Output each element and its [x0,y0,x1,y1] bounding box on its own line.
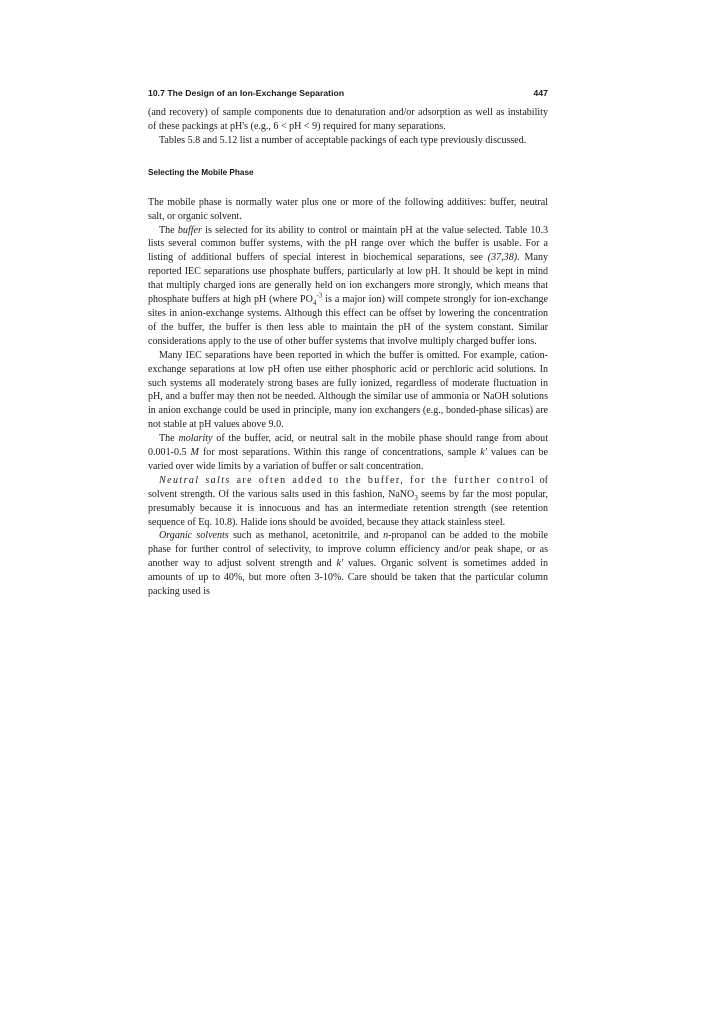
paragraph-tables: Tables 5.8 and 5.12 list a number of acceptable packings of each type previously discussed. [159,134,527,146]
term-buffer: buffer [177,224,202,236]
running-header [148,88,548,102]
term-neutral-salts: Neutral salts [159,474,231,486]
paragraph-organic-solvents: Organic solvents such as methanol, acetonitrile, and n-propanol can be added to the mobile phase for further control of selectivity, to improve column efficiency and/or peak shape, or as another way to adjust solvent strength and k' values. Organic solvent is sometimes added in amounts of up to 40%, but more often 3-10%. Care should be taken that the particular column packing used is [148,530,548,598]
page-number: 447 [533,88,548,98]
citation: (37,38) [487,252,518,264]
paragraph-molarity: The molarity of the buffer, acid, or neutral salt in the mobile phase should range from about 0.001-0.5 M for most separations. Within this range of concentrations, sample k' values can be varied over wide limits by a variation of buffer or salt concentration. [148,433,548,472]
section-title: 10.7 The Design of an Ion-Exchange Separation [148,88,345,98]
paragraph-neutral-salts: Neutral salts are often added to the buffer, for the further control of solvent strength. Of the various salts used in this fashion, NaNO$_3$ seems by far the most popular, presumably because it is innocuous and has an intermediate retention strength (see retention sequence of Eq. 10.8). Halide ions should be avoided, because they attack stainless steel. [148,474,548,528]
paragraph-continuation: (and recovery) of sample components due to denaturation and/or adsorption as well as instability of these packings at pH's (e.g., 6 < pH < 9) required for many separations. [148,107,548,132]
term-organic-solvents: Organic solvents [159,530,229,542]
book-page [148,88,548,599]
paragraph-mobile-phase: The mobile phase is normally water plus one or more of the following additives: buffer, neutral salt, or organic solvent. [148,196,548,222]
term-molarity: molarity [178,433,213,445]
section-heading: Selecting the Mobile Phase [148,167,254,177]
paragraph-buffer: The buffer is selected for its ability to control or maintain pH at the value selected. Table 10.3 lists several common buffer systems, with the pH range over which the buffer is usable. For a listing of additional buffers of special interest in biochemical separations, see (37,38). Many reported IEC separations use phosphate buffers, particularly at low pH. It should be kept in mind that multiply charged ions are generally held on ion exchangers more strongly, which means that phosphate buffers at high pH (where $PO_4^{-3}$ is a major ion) will compete strongly for ion-exchange sites in anion-exchange systems. Although this effect can be offset by lowering the concentration of the buffer, the buffer is then less able to maintain the pH of the system constant. Similar considerations apply to the use of other buffer systems that involve multiply charged buffer ions. [148,224,548,347]
paragraph-buffer-omitted: Many IEC separations have been reported in which the buffer is omitted. For example, cation-exchange separations at low pH often use either phosphoric acid or perchloric acid solutions. In such systems all moderately strong bases are fully ionized, regardless of moderate fluctuation in pH, and a buffer may then not be needed. Although the similar use of ammonia or NaOH solutions in anion exchange could be used in principle, many ion exchangers (e.g., bonded-phase silicas) are not stable at pH values above 9.0. [148,349,548,431]
